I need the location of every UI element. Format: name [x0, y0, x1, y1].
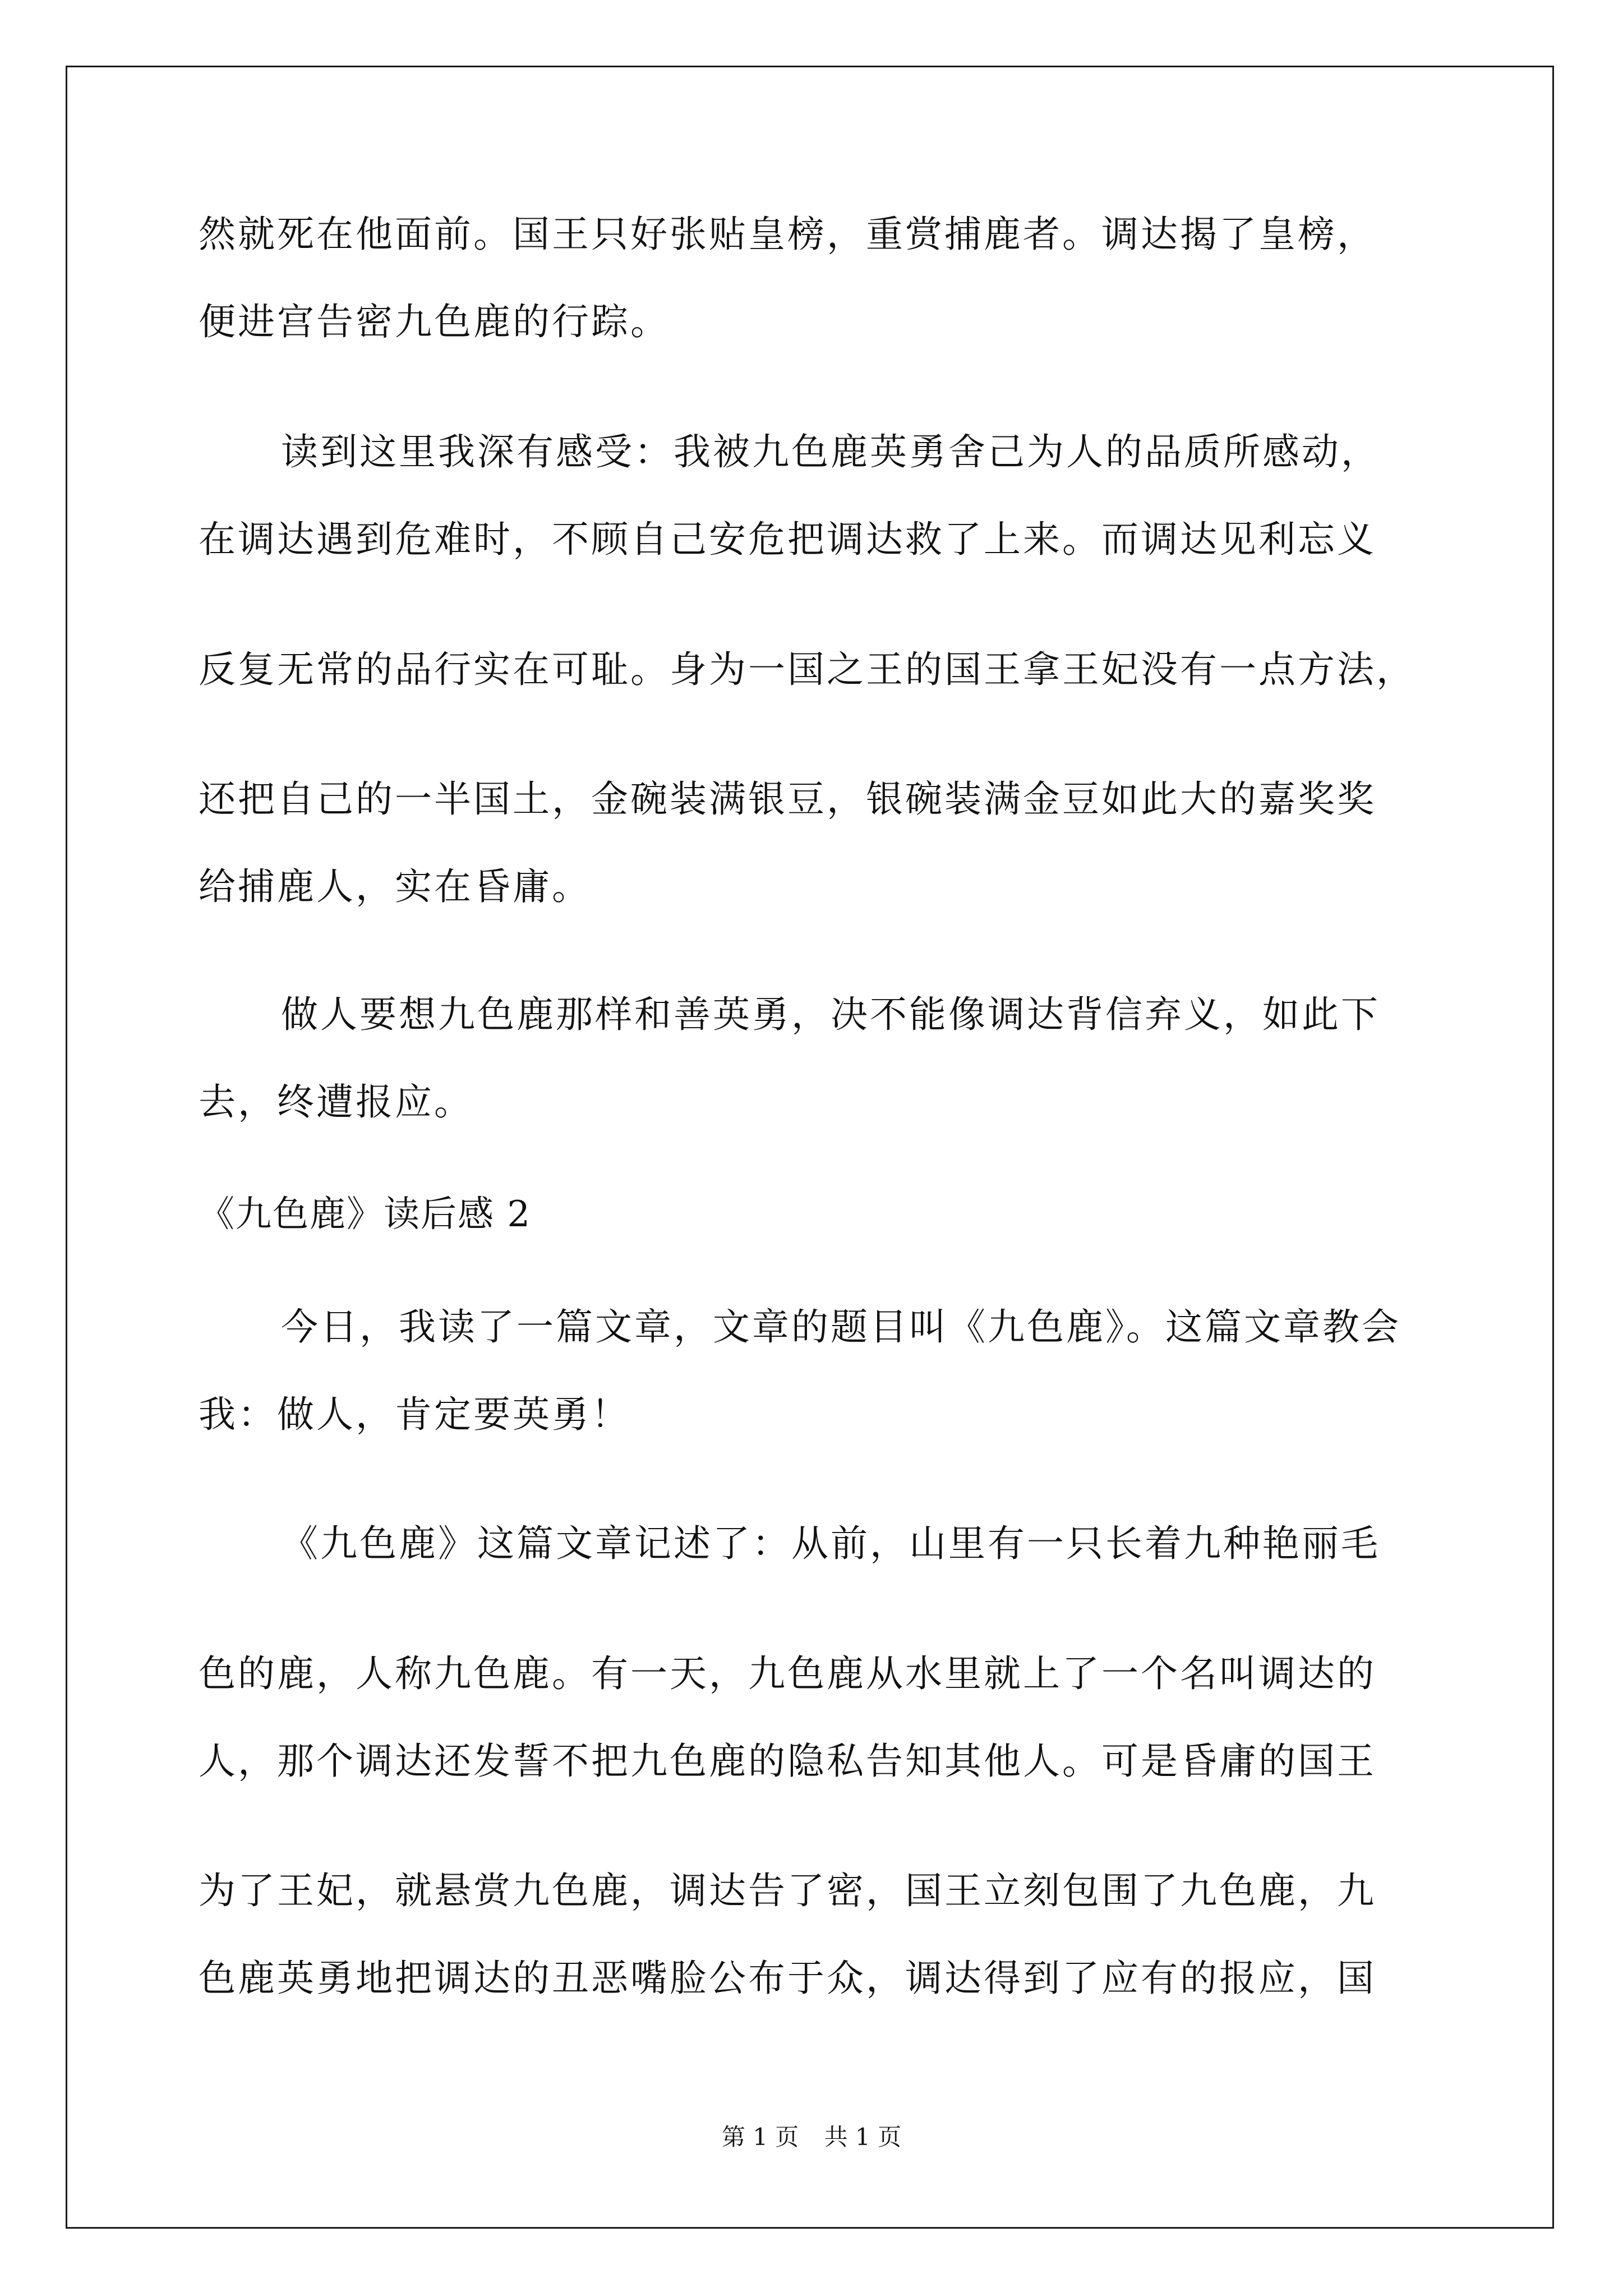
body-text-line: 在调达遇到危难时，不顾自己安危把调达救了上来。而调达见利忘义	[199, 518, 1376, 561]
body-text-line: 给捕鹿人，实在昏庸。	[199, 865, 591, 908]
total-pages-label: 共 1 页	[824, 2123, 902, 2151]
body-text-line: 我：做人，肯定要英勇！	[199, 1393, 630, 1436]
body-text-line: 为了王妃，就悬赏九色鹿，调达告了密，国王立刻包围了九色鹿，九	[199, 1869, 1376, 1912]
body-text-line: 人，那个调达还发誓不把九色鹿的隐私告知其他人。可是昏庸的国王	[199, 1740, 1376, 1783]
body-text-line: 还把自己的一半国土，金碗装满银豆，银碗装满金豆如此大的嘉奖奖	[199, 777, 1376, 821]
body-text-line: 色鹿英勇地把调达的丑恶嘴脸公布于众，调达得到了应有的报应，国	[199, 1957, 1376, 2000]
body-text-line: 色的鹿，人称九色鹿。有一天，九色鹿从水里就上了一个名叫调达的	[199, 1652, 1376, 1695]
current-page-label: 第 1 页	[721, 2123, 799, 2151]
section-heading: 《九色鹿》读后感 2	[199, 1194, 532, 1235]
paragraph-start-line: 做人要想九色鹿那样和善英勇，决不能像调达背信弃义，如此下	[281, 993, 1380, 1036]
page-footer	[0, 2123, 1623, 2151]
paragraph-start-line: 读到这里我深有感受：我被九色鹿英勇舍己为人的品质所感动，	[281, 430, 1380, 473]
paragraph-start-line: 《九色鹿》这篇文章记述了：从前，山里有一只长着九种艳丽毛	[281, 1522, 1380, 1565]
body-text-line: 去，终遭报应。	[199, 1080, 473, 1124]
body-text-line: 然就死在他面前。国王只好张贴皇榜，重赏捕鹿者。调达揭了皇榜，	[199, 213, 1376, 256]
body-text-line: 便进宫告密九色鹿的行踪。	[199, 300, 670, 343]
paragraph-start-line: 今日，我读了一篇文章，文章的题目叫《九色鹿》。这篇文章教会	[281, 1305, 1401, 1349]
body-text-line: 反复无常的品行实在可耻。身为一国之王的国王拿王妃没有一点方法，	[199, 648, 1415, 691]
